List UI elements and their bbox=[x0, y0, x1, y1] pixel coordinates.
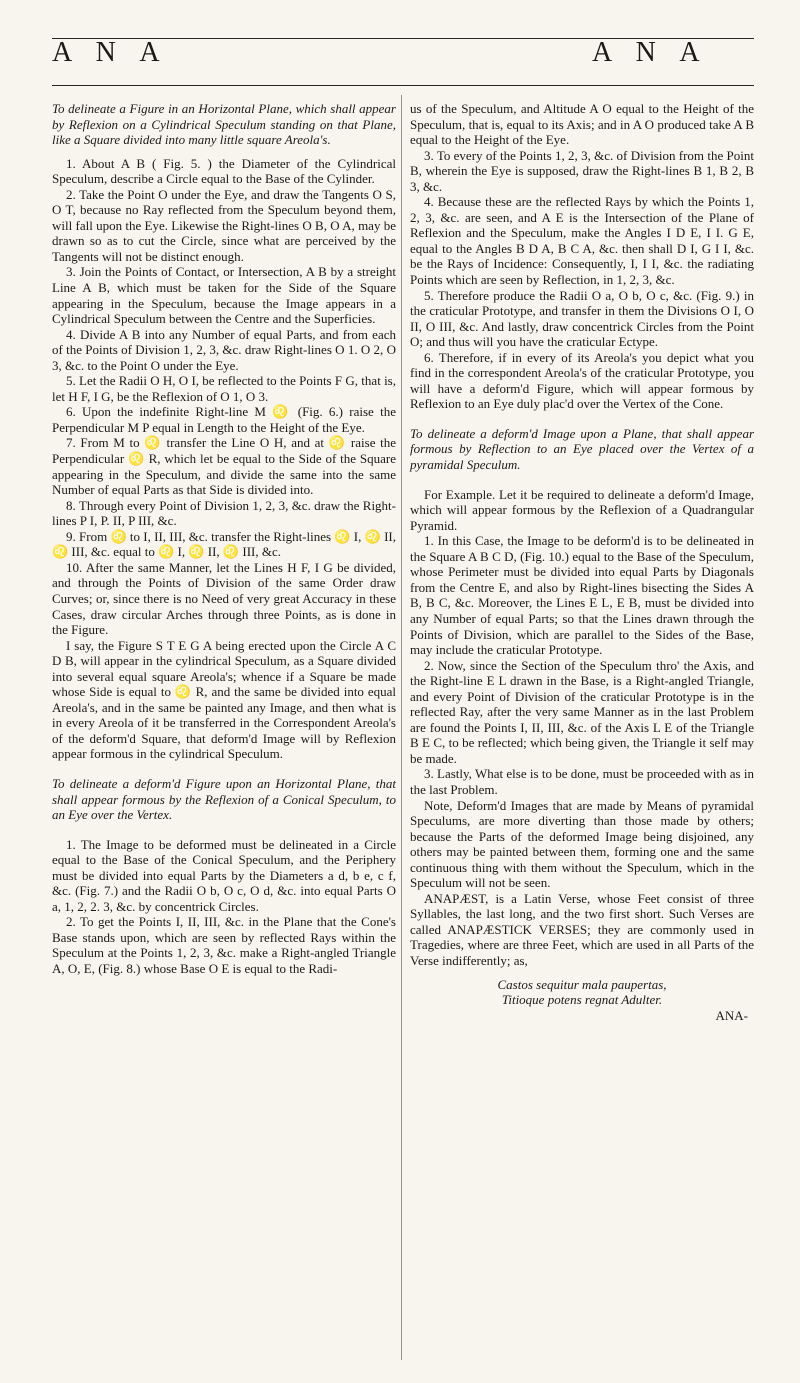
running-head-left: A N A bbox=[52, 37, 169, 68]
paragraph: 5. Therefore produce the Radii O a, O b, O c, &c. (Fig. 9.) in the craticular Prototype, and transfer in them the Divisions O I, O II, O III, &c. And lastly, draw concentrick Circles from the Point O; and thus will you have the craticular Ectype. bbox=[410, 287, 754, 350]
verse-line: Castos sequitur mala paupertas, bbox=[497, 976, 667, 992]
paragraph: 4. Because these are the reflected Rays by which the Points 1, 2, 3, &c. are seen, and A E is the Intersection of the Plane of Reflexion and the Speculum, make the Angles I D E, I I. G E, equal to the Angles B D A, B C A, &c. then shall D I, G I I, &c. be the Rays of Incidence: Consequently, I, I I, &c. the radiating Points which are seen by Reflection, in 1, 2, 3, &c. bbox=[410, 194, 754, 288]
section-heading-pyramidal: To delineate a deform'd Image upon a Plane, that shall appear formous by Reflection to an Eye placed over the Vertex of a pyramidal Speculum. bbox=[410, 425, 754, 473]
paragraph: 4. Divide A B into any Number of equal Parts, and from each of the Points of Division 1, 2, 3, &c. draw Right-lines O 1. O 2, O 3, &c. to the Point O under the Eye. bbox=[52, 326, 396, 373]
paragraph: 3. Join the Points of Contact, or Intersection, A B by a streight Line A B, which must be taken for the Side of the Square appearing in the Speculum, because the Image appears in a Cylindrical Speculum between the Centre and the Superficies. bbox=[52, 264, 396, 327]
paragraph: 8. Through every Point of Division 1, 2, 3, &c. draw the Right-lines P I, P. II, P III, &c. bbox=[52, 497, 396, 529]
paragraph: 3. To every of the Points 1, 2, 3, &c. of Division from the Point B, wherein the Eye is supposed, draw the Right-lines B 1, B 2, B 3, &c. bbox=[410, 147, 754, 194]
paragraph: 9. From ♌ to I, II, III, &c. transfer the Right-lines ♌ I, ♌ II, ♌ III, &c. equal to ♌ I, ♌ II, ♌ III, &c. bbox=[52, 528, 396, 560]
verse-line: Titioque potens regnat Adulter. bbox=[501, 992, 663, 1008]
left-column bbox=[52, 101, 396, 977]
column-divider bbox=[401, 95, 402, 1360]
paragraph: For Example. Let it be required to delineate a deform'd Image, which will appear formous by the Reflexion of a Quadrangular Pyramid. bbox=[410, 486, 754, 533]
header-rule bbox=[52, 85, 754, 86]
section-heading-cylindrical: To delineate a Figure in an Horizontal Plane, which shall appear by Reflexion on a Cylindrical Speculum standing on that Plane, like a Square divided into many little square Areola's. bbox=[52, 101, 396, 148]
paragraph: 7. From M to ♌ transfer the Line O H, and at ♌ raise the Perpendicular ♌ R, which let be equal to the Side of the Square appearing in the Speculum, and divide the same into the same Number of equal Parts as that Side is divided into. bbox=[52, 435, 396, 498]
paragraph: 2. Now, since the Section of the Speculum thro' the Axis, and the Right-line E L drawn in the Base, is a Right-angled Triangle, and every Point of Division of the craticular Prototype is in the reflected Ray, after the very same Manner as in the last Problem are found the Points I, II, III, &c. of the Axis L E of the Triangle B E C, to be reflected; which being given, the Triangle it self may be made. bbox=[410, 657, 754, 766]
paragraph: 6. Upon the indefinite Right-line M ♌ (Fig. 6.) raise the Perpendicular M P equal in Length to the Height of the Eye. bbox=[52, 404, 396, 435]
paragraph: 2. To get the Points I, II, III, &c. in the Plane that the Cone's Base stands upon, which are seen by reflected Rays within the Speculum at the Points 1, 2, 3, &c. make a Right-angled Triangle A, O, E, (Fig. 8.) whose Base O E is equal to the Radi- bbox=[52, 914, 396, 976]
catchword: ANA- bbox=[715, 1007, 748, 1023]
paragraph: 2. Take the Point O under the Eye, and draw the Tangents O S, O T, because no Ray reflected from the Speculum beyond them, will fall upon the Eye. Likewise the Right-lines O B, O A, may be drawn so as to cut the Circle, since what are perceived by the Tangents will not be distinct enough. bbox=[52, 186, 396, 264]
running-head-right: A N A bbox=[592, 37, 709, 68]
section-heading-conical: To delineate a deform'd Figure upon an Horizontal Plane, that shall appear formous by the Reflexion of a Conical Speculum, to an Eye over the Vertex. bbox=[52, 775, 396, 823]
paragraph: 10. After the same Manner, let the Lines H F, I G be divided, and through the Points of Division of the same Order draw Curves; or, since there is no Need of very great Accuracy in these Cases, draw circular Arches through three Points, as is done in the Figure. bbox=[52, 559, 396, 638]
paragraph: Note, Deform'd Images that are made by Means of pyramidal Speculums, are more diverting than those made by others; because the Parts of the deformed Image being disjoined, any others may be painted between them, forming one and the same continuous thing with them without the Speculum, which in the Speculum will not be seen. bbox=[410, 797, 754, 891]
paragraph: 6. Therefore, if in every of its Areola's you depict what you find in the correspondent Areola's of the craticular Prototype, you will have a deform'd Figure, which will appear formous by Reflexion to an Eye duly plac'd over the Vertex of the Cone. bbox=[410, 349, 754, 412]
paragraph: 1. The Image to be deformed must be delineated in a Circle equal to the Base of the Conical Speculum, and the Periphery must be divided into equal Parts by the Diameters a d, b e, c f, &c. (Fig. 7.) and the Radii O b, O c, O d, &c. into equal Parts O a, 1, 2, 2. 3, &c. by concentrick Circles. bbox=[52, 836, 396, 914]
paragraph: 3. Lastly, What else is to be done, must be proceeded with as in the last Problem. bbox=[410, 766, 754, 797]
paragraph: ANAPÆST, is a Latin Verse, whose Feet consist of three Syllables, the last long, and the two first short. Such Verses are called ANAPÆSTICK VERSES; they are commonly used in Tragedies, where are three Feet, which are used in all Parts of the Verse indifferently; as, bbox=[410, 890, 754, 968]
paragraph: 5. Let the Radii O H, O I, be reflected to the Points F G, that is, let H F, I G, be the Reflexion of O 1, O 3. bbox=[52, 373, 396, 404]
paragraph: 1. About A B ( Fig. 5. ) the Diameter of the Cylindrical Speculum, describe a Circle equal to the Base of the Cylinder. bbox=[52, 155, 396, 187]
right-column bbox=[410, 101, 754, 1023]
paragraph: 1. In this Case, the Image to be deform'd is to be delineated in the Square A B C D, (Fig. 10.) equal to the Base of the Speculum, whose Perimeter must be divided into equal Parts by Diagonals from the Centre E, and also by Right-lines bisecting the Sides A B, B C, &c. Moreover, the Lines E L, E B, must be divided into any Number of equal Parts; so that the Lines drawn through the Points of Division, which are parallel to the Sides of the Base, may include the craticular Prototype. bbox=[410, 533, 754, 658]
paragraph: us of the Speculum, and Altitude A O equal to the Height of the Speculum, that is, equal to its Axis; and in A O produced take A B equal to the Height of the Eye. bbox=[410, 101, 754, 148]
paragraph: I say, the Figure S T E G A being erected upon the Circle A C D B, will appear in the cylindrical Speculum, as a Square divided into several equal square Areola's; whence if a Square be made whose Side is equal to ♌ R, and the same be divided into equal Areola's, and in the same be painted any Image, and then what is in every Areola of it be transferred in the Correspondent Areola's of the deform'd Square, that deform'd Image will by Reflexion appear formous in the cylindrical Speculum. bbox=[52, 637, 396, 762]
